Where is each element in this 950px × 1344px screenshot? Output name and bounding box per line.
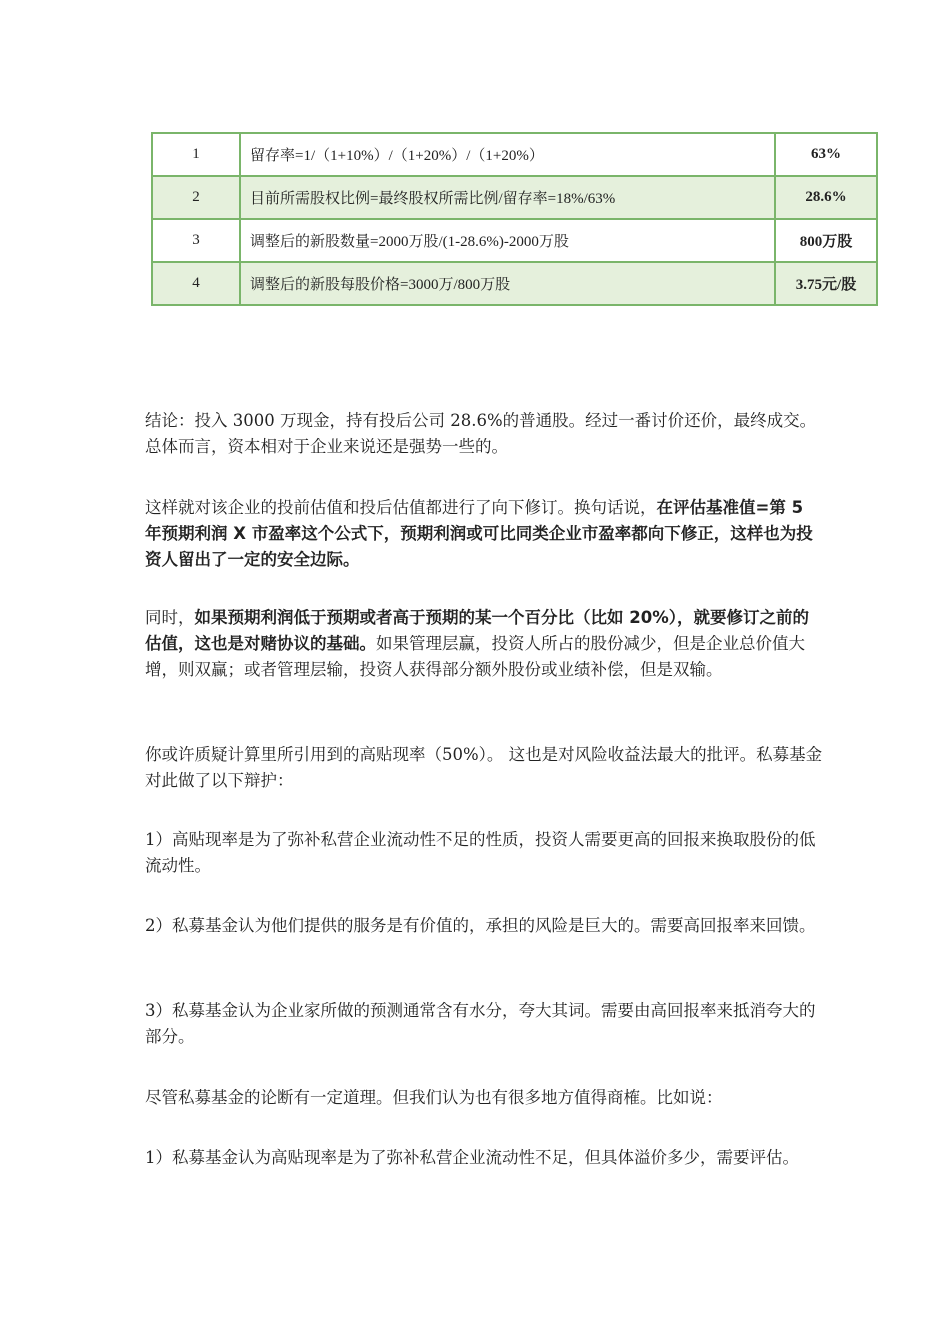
row-result: 3.75元/股 [775, 262, 877, 305]
revision-emphasis: 在评估基准值=第 5 年预期利润 X 市盈率这个公式下，预期利润或可比同类企业市盈率都向下修正，这样也为投资人留出了一定的安全边际。 [145, 498, 813, 569]
row-index: 4 [152, 262, 240, 305]
conclusion-paragraph: 结论：投入 3000 万现金，持有投后公司 28.6%的普通股。经过一番讨价还价，最终成交。总体而言，资本相对于企业来说还是强势一些的。 [145, 411, 817, 456]
rebuttal-point-1: 1）私募基金认为高贴现率是为了弥补私营企业流动性不足，但具体溢价多少，需要评估。 [145, 1148, 799, 1167]
discount-rate-paragraph: 你或许质疑计算里所引用到的高贴现率（50%）。 这也是对风险收益法最大的批评。私募基金对此做了以下辩护： [145, 745, 823, 790]
defense-point-2: 2）私募基金认为他们提供的服务是有价值的，承担的风险是巨大的。需要高回报率来回馈。 [145, 916, 816, 935]
row-index: 2 [152, 176, 240, 219]
row-formula: 调整后的新股每股价格=3000万/800万股 [240, 262, 775, 305]
vam-paragraph [145, 605, 825, 683]
vam-intro: 同时， [145, 608, 195, 627]
table-row [152, 176, 877, 219]
vam-emphasis: 如果预期利润低于预期或者高于预期的某一个百分比（比如 20%），就要修订之前的估值，这也是对赌协议的基础。 [145, 608, 809, 653]
row-result: 63% [775, 133, 877, 176]
row-index: 3 [152, 219, 240, 262]
row-formula: 目前所需股权比例=最终股权所需比例/留存率=18%/63% [240, 176, 775, 219]
table-row [152, 262, 877, 305]
row-formula: 留存率=1/（1+10%）/（1+20%）/（1+20%） [240, 133, 775, 176]
row-index: 1 [152, 133, 240, 176]
row-formula: 调整后的新股数量=2000万股/(1-28.6%)-2000万股 [240, 219, 775, 262]
revision-paragraph [145, 495, 825, 573]
revision-intro: 这样就对该企业的投前估值和投后估值都进行了向下修订。换句话说， [145, 498, 657, 517]
row-result: 800万股 [775, 219, 877, 262]
defense-point-3: 3）私募基金认为企业家所做的预测通常含有水分，夸大其词。需要由高回报率来抵消夸大的部分。 [145, 1001, 816, 1046]
vam-detail: 如果管理层赢，投资人所占的股份减少，但是企业总价值大增，则双赢；或者管理层输，投资人获得部分额外股份或业绩补偿，但是双输。 [145, 634, 805, 679]
defense-point-1: 1）高贴现率是为了弥补私营企业流动性不足的性质，投资人需要更高的回报来换取股份的低流动性。 [145, 830, 816, 875]
table-row [152, 133, 877, 176]
rebuttal-intro-paragraph: 尽管私募基金的论断有一定道理。但我们认为也有很多地方值得商榷。比如说： [145, 1088, 723, 1107]
calculation-table [151, 132, 878, 306]
row-result: 28.6% [775, 176, 877, 219]
table-row [152, 219, 877, 262]
